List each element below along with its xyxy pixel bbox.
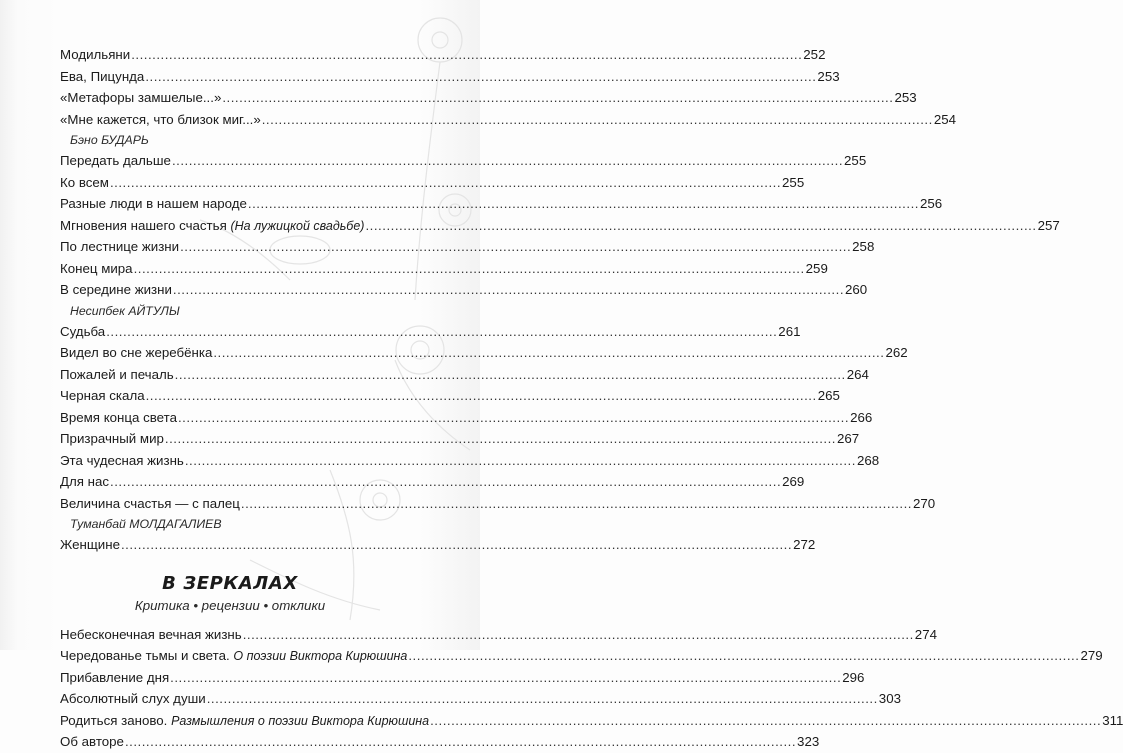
toc-entry[interactable]: [60, 87, 917, 109]
toc-entry-title: Призрачный мир: [60, 431, 164, 446]
dot-leader: [125, 731, 796, 753]
dot-leader: [207, 688, 878, 710]
toc-entry-title: Величина счастья — с палец: [60, 495, 240, 511]
toc-entry-title: Передать дальше: [60, 153, 171, 168]
toc-entry-page: 254: [933, 111, 957, 127]
toc-entry[interactable]: [60, 342, 908, 364]
toc-entry-page: 262: [885, 345, 908, 360]
toc-entry[interactable]: [60, 215, 1060, 237]
dot-leader: [241, 493, 912, 515]
toc-entry-title: [60, 215, 364, 238]
toc-entry[interactable]: [60, 710, 1123, 732]
toc-entry[interactable]: [60, 471, 805, 493]
dot-leader: [408, 645, 1079, 667]
toc-entry-note: Размышления о поэзии Виктора Кирюшина: [171, 713, 430, 728]
author-name: Бэно БУДАРЬ: [70, 133, 149, 147]
toc-entry[interactable]: [60, 258, 828, 280]
toc-entry-page: 253: [817, 68, 840, 84]
dot-leader: [173, 279, 844, 301]
section-header: [60, 572, 400, 616]
toc-entry-page: 258: [852, 239, 875, 254]
toc-entry-page: 253: [894, 90, 917, 105]
dot-leader: [106, 321, 777, 343]
dot-leader: [178, 407, 849, 429]
toc-entry-note: О поэзии Виктора Кирюшина: [233, 649, 408, 663]
dot-leader: [172, 150, 843, 172]
toc-entry-title: Время конца света: [60, 409, 177, 425]
toc-entry-page: 274: [914, 626, 937, 642]
dot-leader: [222, 87, 893, 109]
toc-entry[interactable]: [60, 172, 805, 194]
toc-entry-title: Для нас: [60, 474, 110, 489]
dot-leader: [145, 66, 816, 88]
table-of-contents: [60, 44, 1123, 753]
toc-entry-page: 311: [1102, 712, 1123, 728]
toc-entry-page: 255: [782, 174, 805, 190]
toc-entry-page: 270: [912, 495, 936, 511]
toc-entry[interactable]: [60, 109, 957, 131]
toc-entry-page: 255: [844, 153, 867, 168]
dot-leader: [213, 342, 884, 364]
toc-entry-page: 259: [805, 260, 828, 276]
author-name: Туманбай МОЛДАГАЛИЕВ: [70, 517, 222, 531]
toc-entry-title: Ева, Пицунда: [60, 68, 145, 84]
author-name: Несипбек АЙТУЛЫ: [70, 303, 180, 318]
toc-entry-page: 260: [845, 282, 868, 297]
toc-entry-page: 252: [803, 47, 826, 62]
toc-entry-page: 303: [878, 691, 901, 706]
toc-entry-page: 261: [778, 323, 801, 339]
dot-leader: [185, 450, 856, 472]
toc-entry-title: «Мне кажется, что близок миг...»: [60, 111, 261, 127]
toc-entry-title: Модильяни: [60, 47, 131, 62]
toc-entry[interactable]: [60, 534, 816, 556]
toc-entry[interactable]: [60, 193, 943, 215]
toc-entry[interactable]: [60, 624, 937, 646]
toc-entry-title: В середине жизни: [60, 282, 172, 297]
toc-entry-title: Черная скала: [60, 388, 145, 403]
dot-leader: [430, 710, 1101, 732]
toc-entry-page: 257: [1037, 217, 1060, 233]
toc-entry[interactable]: [60, 236, 875, 258]
dot-leader: [170, 667, 841, 689]
toc-entry-page: 267: [836, 431, 860, 446]
toc-entry-title: Ко всем: [60, 174, 109, 190]
toc-entry-title: Судьба: [60, 323, 106, 339]
dot-leader: [131, 44, 802, 66]
toc-entry[interactable]: [60, 493, 936, 515]
dot-leader: [180, 236, 851, 258]
toc-entry-title: Небесконечная вечная жизнь: [60, 626, 242, 642]
toc-entry[interactable]: [60, 731, 820, 753]
toc-entry-title: Конец мира: [60, 260, 133, 276]
toc-entry-title: Видел во сне жеребёнка: [60, 345, 213, 360]
toc-entry-title: «Метафоры замшелые...»: [60, 90, 222, 105]
toc-entry[interactable]: [60, 66, 840, 88]
toc-entry[interactable]: [60, 150, 867, 172]
toc-entry-page: 268: [856, 452, 880, 468]
toc-entry-page: 265: [817, 388, 840, 403]
toc-entry-page: 323: [797, 734, 820, 749]
toc-entry-title-text: Родиться заново.: [60, 712, 168, 728]
toc-entry-title-text: Чередованье тьмы и света.: [60, 648, 230, 663]
dot-leader: [121, 534, 792, 556]
toc-entry-page: 272: [793, 537, 816, 552]
toc-entry-page: 296: [842, 669, 865, 685]
toc-entry[interactable]: [60, 450, 880, 472]
dot-leader: [262, 109, 933, 131]
toc-entry-title: Разные люди в нашем народе: [60, 196, 247, 211]
toc-entry[interactable]: [60, 385, 840, 407]
toc-entry-page: 269: [782, 474, 805, 489]
toc-entry[interactable]: [60, 44, 826, 66]
toc-entry-note: (На лужицкой свадьбе): [230, 218, 365, 233]
dot-leader: [146, 385, 817, 407]
toc-entry-page: 264: [846, 366, 869, 382]
dot-leader: [243, 624, 914, 646]
toc-entry-title: Эта чудесная жизнь: [60, 452, 184, 468]
toc-entry[interactable]: [60, 321, 801, 343]
toc-entry-page: 266: [850, 409, 873, 425]
toc-entry-title: Пожалей и печаль: [60, 366, 174, 382]
toc-entry[interactable]: [60, 667, 865, 689]
toc-entry[interactable]: [60, 428, 860, 450]
dot-leader: [165, 428, 836, 450]
toc-entry-page: 256: [919, 196, 943, 211]
dot-leader: [248, 193, 919, 215]
toc-entry-title: [60, 710, 429, 733]
section-subtitle: Критика • рецензии • отклики: [134, 597, 326, 613]
toc-entry-title: По лестнице жизни: [60, 239, 180, 254]
toc-entry-title: [60, 645, 407, 668]
toc-entry-title: Об авторе: [60, 734, 124, 749]
dot-leader: [110, 471, 781, 493]
toc-entry-page: 279: [1080, 648, 1103, 663]
dot-leader: [175, 364, 846, 386]
toc-entry-title: Прибавление дня: [60, 669, 170, 685]
dot-leader: [365, 215, 1036, 237]
toc-entry[interactable]: [60, 364, 869, 386]
dot-leader: [110, 172, 781, 194]
toc-entry[interactable]: [60, 407, 873, 429]
toc-entry[interactable]: [60, 645, 1103, 667]
toc-entry-title: Абсолютный слух души: [60, 691, 206, 706]
section-title: В ЗЕРКАЛАХ: [162, 572, 298, 594]
toc-entry-title-text: Мгновения нашего счастья: [60, 217, 227, 233]
toc-entry[interactable]: [60, 688, 901, 710]
toc-entry-title: Женщине: [60, 537, 120, 552]
toc-entry[interactable]: [60, 279, 868, 301]
dot-leader: [134, 258, 805, 280]
